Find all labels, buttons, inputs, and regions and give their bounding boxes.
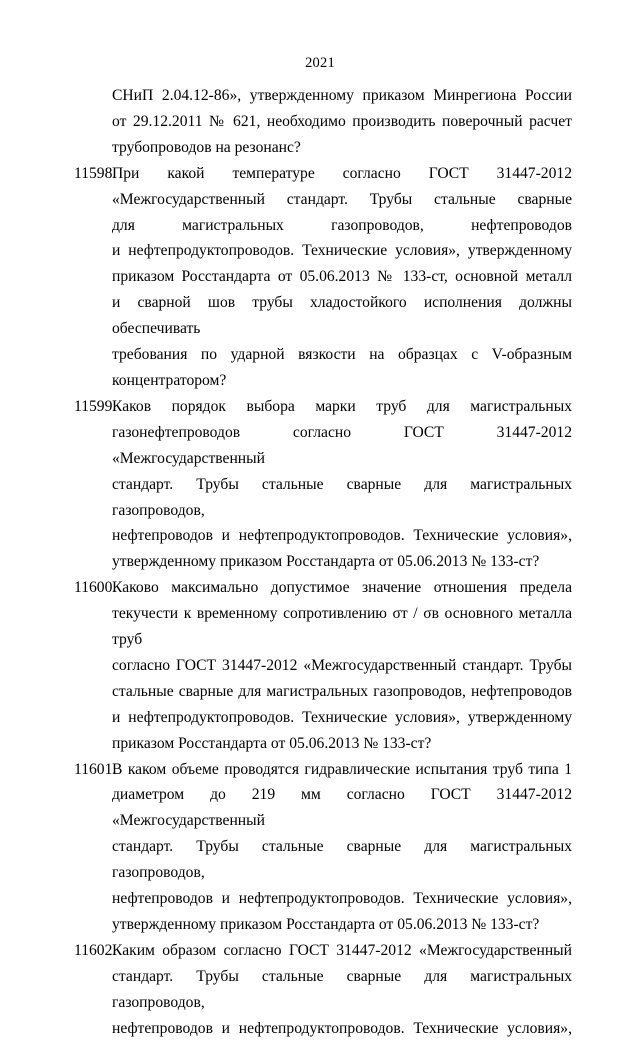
text-line: Каков порядок выбора марки труб для магистральных bbox=[112, 397, 572, 415]
text-line: от 29.12.2011 № 621, необходимо производить поверочный расчет bbox=[112, 112, 572, 130]
continuation-paragraph bbox=[112, 83, 572, 161]
text-line: В каком объеме проводятся гидравлические испытания труб типа 1 bbox=[112, 760, 572, 778]
document-body bbox=[74, 83, 572, 1042]
text-line: утвержденному приказом Росстандарта от 05.06.2013 № 133-ст? bbox=[112, 916, 540, 933]
question-11601 bbox=[74, 757, 572, 938]
text-line: Каким образом согласно ГОСТ 31447-2012 «Межгосударственный bbox=[112, 941, 572, 959]
text-line: СНиП 2.04.12-86», утвержденному приказом Минрегиона России bbox=[112, 87, 572, 104]
text-line: Каково максимально допустимое значение отношения предела bbox=[112, 579, 572, 597]
text-line: стальные сварные для магистральных газопроводов, нефтепроводов bbox=[112, 682, 572, 700]
question-number: 11599. bbox=[74, 397, 117, 415]
text-line: приказом Росстандарта от 05.06.2013 № 133-ст, основной металл bbox=[112, 268, 572, 286]
text-line: нефтепроводов и нефтепродуктопроводов. Технические условия», bbox=[112, 1019, 572, 1037]
question-number: 11601. bbox=[74, 760, 117, 778]
text-line: и нефтепродуктопроводов. Технические условия», утвержденному bbox=[112, 242, 572, 260]
text-line: диаметром до 219 мм согласно ГОСТ 31447-2012 «Межгосударственный bbox=[112, 786, 572, 830]
text-line: согласно ГОСТ 31447-2012 «Межгосударственный стандарт. Трубы bbox=[112, 656, 572, 674]
text-line: текучести к временному сопротивлению σт / σв основного металла труб bbox=[112, 605, 572, 649]
page-number: 2021 bbox=[305, 55, 335, 71]
text-line: стандарт. Трубы стальные сварные для магистральных газопроводов, bbox=[112, 838, 572, 882]
question-number: 11600. bbox=[74, 579, 117, 597]
text-line: требования по ударной вязкости на образцах с V-образным bbox=[112, 346, 572, 364]
question-11599 bbox=[74, 394, 572, 575]
text-line: для магистральных газопроводов, нефтепроводов bbox=[112, 216, 572, 234]
text-line: «Межгосударственный стандарт. Трубы стальные сварные bbox=[112, 190, 572, 208]
question-number: 11602. bbox=[74, 941, 117, 959]
question-11602 bbox=[74, 938, 572, 1042]
question-11600 bbox=[74, 575, 572, 756]
text-line: трубопроводов на резонанс? bbox=[112, 138, 301, 156]
text-line: При какой температуре согласно ГОСТ 31447-2012 bbox=[112, 164, 572, 182]
text-line: нефтепроводов и нефтепродуктопроводов. Технические условия», bbox=[112, 527, 572, 545]
text-line: концентратором? bbox=[112, 371, 227, 389]
text-line: стандарт. Трубы стальные сварные для магистральных газопроводов, bbox=[112, 967, 572, 1011]
text-line: нефтепроводов и нефтепродуктопроводов. Технические условия», bbox=[112, 890, 572, 908]
text-line: и сварной шов трубы хладостойкого исполнения должны обеспечивать bbox=[112, 294, 572, 338]
text-line: утвержденному приказом Росстандарта от 05.06.2013 № 133-ст? bbox=[112, 553, 540, 571]
text-line: приказом Росстандарта от 05.06.2013 № 133-ст? bbox=[112, 734, 432, 752]
text-line: газонефтепроводов согласно ГОСТ 31447-2012 «Межгосударственный bbox=[112, 423, 572, 467]
question-number: 11598. bbox=[74, 164, 117, 182]
text-line: стандарт. Трубы стальные сварные для магистральных газопроводов, bbox=[112, 475, 572, 519]
question-11598 bbox=[74, 161, 572, 394]
text-line: и нефтепродуктопроводов. Технические условия», утвержденному bbox=[112, 708, 572, 726]
